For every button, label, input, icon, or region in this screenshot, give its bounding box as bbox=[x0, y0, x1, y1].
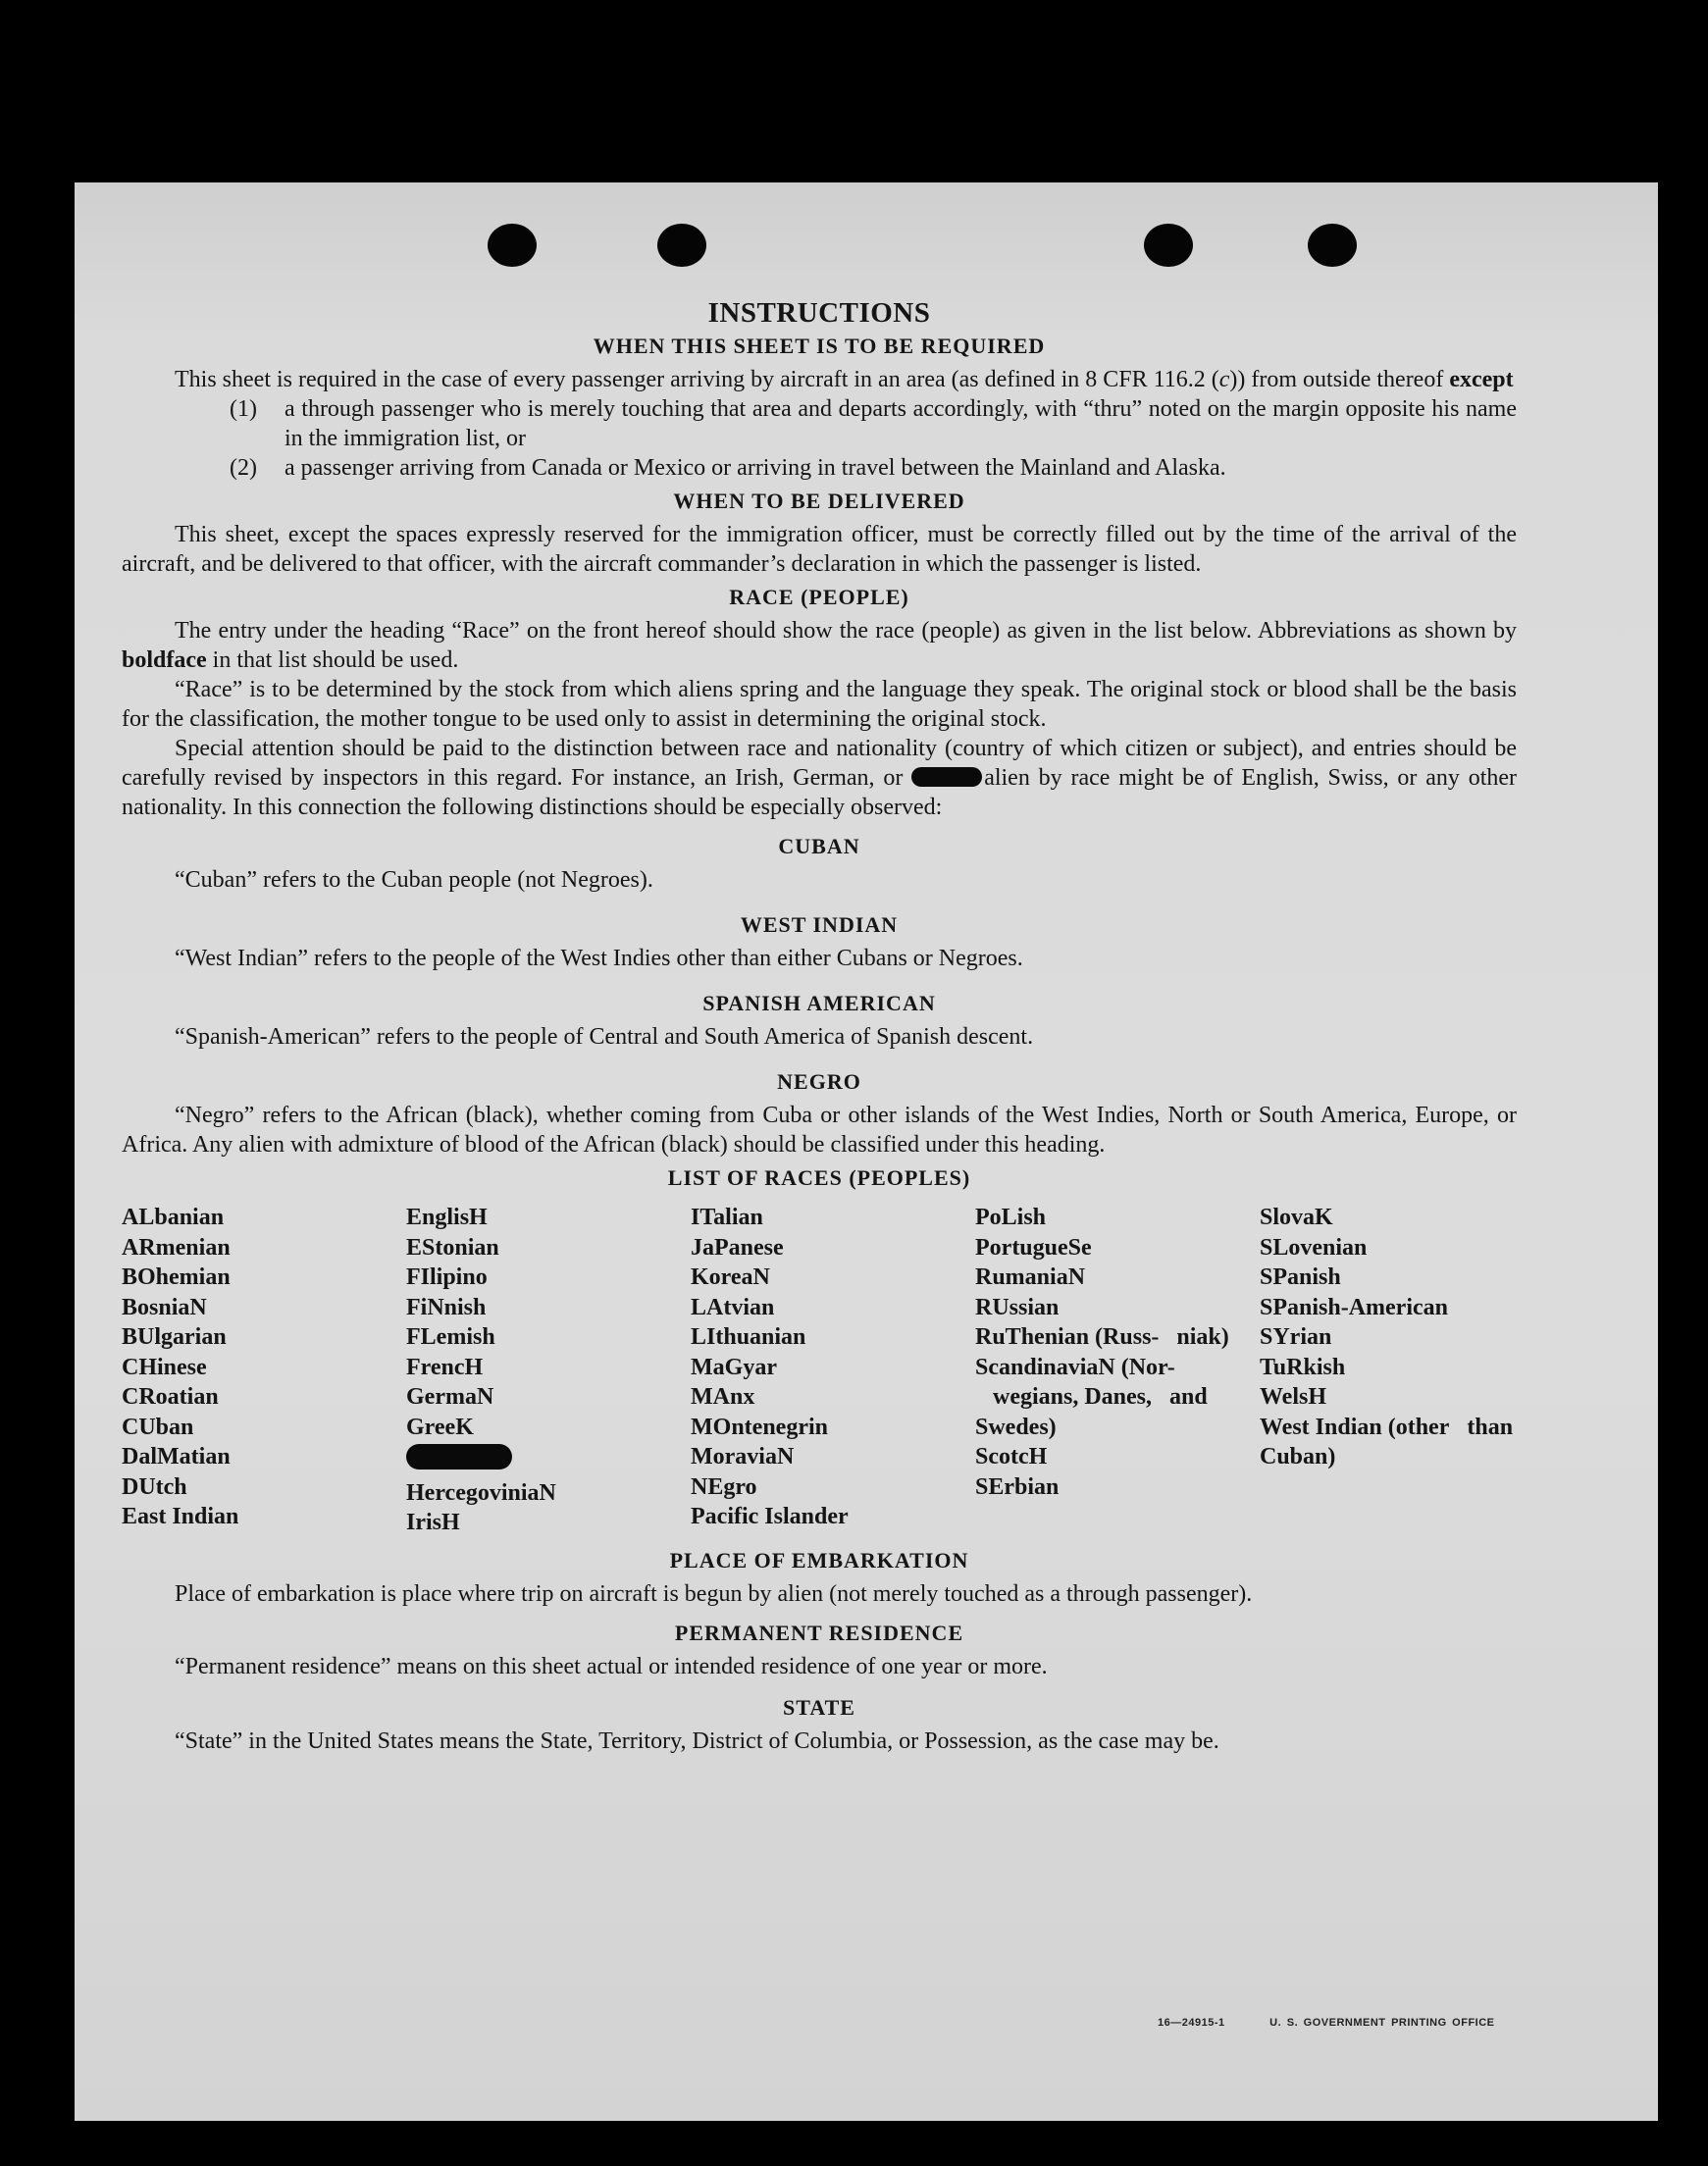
race-entry: GermaN bbox=[406, 1384, 494, 1410]
race-entry: LAtvian bbox=[691, 1294, 775, 1320]
spanish-american-text: “Spanish-American” refers to the people of Central and South America of Spanish descent. bbox=[175, 1024, 1034, 1050]
negro-text: “Negro” refers to the African (black), whether coming from Cuba or other islands of the West Indies, North or South America, Europe, or Africa. Any alien with admixture of blood of the African (black) should be classified under this heading. bbox=[122, 1103, 1517, 1158]
residence-text: “Permanent residence” means on this sheet actual or intended residence of one year or more. bbox=[175, 1653, 1048, 1679]
heading-delivered: WHEN TO BE DELIVERED bbox=[673, 489, 965, 513]
race-entry: TuRkish bbox=[1260, 1354, 1346, 1380]
race-paragraph-1: The entry under the heading “Race” on the front hereof should show the race (people) as given in the list below. Abbreviations as shown by boldface in that list should be used. bbox=[122, 618, 1517, 673]
race-entry: EnglisH bbox=[406, 1205, 488, 1230]
race-entry: ALbanian bbox=[122, 1205, 225, 1230]
cuban-text: “Cuban” refers to the Cuban people (not Negroes). bbox=[175, 867, 653, 893]
race-entry: CUban bbox=[122, 1414, 194, 1440]
race-entry: ScandinaviaN (Nor- wegians, Danes, and Swedes) bbox=[975, 1354, 1208, 1440]
delivered-text: This sheet, except the spaces expressly reserved for the immigration officer, must be correctly filled out by the time of the arrival of the aircraft, and be delivered to that officer, with the aircraft commander’s declaration in which the passenger is listed. bbox=[122, 522, 1517, 577]
race-entry: CRoatian bbox=[122, 1384, 219, 1410]
race-entry: FiNnish bbox=[406, 1294, 487, 1320]
race-entry: BOhemian bbox=[122, 1264, 231, 1290]
race-entry: SlovaK bbox=[1260, 1205, 1333, 1230]
race-entry: SLovenian bbox=[1260, 1234, 1368, 1261]
race-entry: BosniaN bbox=[122, 1294, 207, 1320]
race-entry: PortugueSe bbox=[975, 1234, 1092, 1261]
race-entry: LIthuanian bbox=[691, 1324, 806, 1350]
race-entry: ITalian bbox=[691, 1205, 763, 1230]
race-entry: SPanish-American bbox=[1260, 1294, 1448, 1320]
race-entry: FLemish bbox=[406, 1324, 495, 1350]
race-entry: Pacific Islander bbox=[691, 1504, 849, 1529]
race-entry: ScotcH bbox=[975, 1444, 1048, 1470]
race-column-4 bbox=[975, 1203, 1260, 1538]
heading-race: RACE (PEOPLE) bbox=[729, 585, 909, 609]
race-entry: MaGyar bbox=[691, 1354, 777, 1380]
race-entry: CHinese bbox=[122, 1354, 207, 1380]
race-entry: IrisH bbox=[406, 1510, 460, 1535]
race-entry: SErbian bbox=[975, 1473, 1060, 1500]
race-entry: MOntenegrin bbox=[691, 1414, 828, 1440]
redaction-mark bbox=[406, 1444, 512, 1470]
punch-hole bbox=[657, 224, 706, 267]
race-entry: EStonian bbox=[406, 1234, 499, 1261]
race-entry: West Indian (other than Cuban) bbox=[1260, 1414, 1514, 1470]
document-sheet bbox=[75, 182, 1658, 2121]
form-number: 16—24915-1 bbox=[1158, 2017, 1225, 2029]
race-entry: BUlgarian bbox=[122, 1324, 227, 1350]
race-entry: RumaniaN bbox=[975, 1264, 1086, 1290]
heading-state: STATE bbox=[783, 1694, 855, 1720]
embarkation-text: Place of embarkation is place where trip on aircraft is begun by alien (not merely touched as a through passenger). bbox=[175, 1580, 1253, 1607]
race-entry: FIlipino bbox=[406, 1264, 488, 1290]
punch-hole bbox=[1308, 224, 1357, 267]
race-column-2 bbox=[406, 1203, 691, 1538]
race-entry: PoLish bbox=[975, 1205, 1047, 1230]
west-indian-text: “West Indian” refers to the people of the West Indies other than either Cubans or Negroes. bbox=[175, 946, 1023, 971]
race-entry: RuThenian (Russ- niak) bbox=[975, 1324, 1229, 1350]
race-entry: SYrian bbox=[1260, 1324, 1332, 1350]
heading-embarkation: PLACE OF EMBARKATION bbox=[669, 1547, 969, 1573]
race-entry: RUssian bbox=[975, 1294, 1060, 1320]
required-exception-2: (2) a passenger arriving from Canada or Mexico or arriving in travel between the Mainland and Alaska. bbox=[230, 455, 1226, 481]
race-entry: DUtch bbox=[122, 1473, 187, 1500]
race-entry: JaPanese bbox=[691, 1234, 784, 1261]
race-paragraph-2: “Race” is to be determined by the stock from which aliens spring and the language they speak. The original stock or blood shall be the basis for the classification, the mother tongue to be used only to assist in determining the original stock. bbox=[122, 677, 1517, 732]
required-exception-1: (1) a through passenger who is merely touching that area and departs accordingly, with “thru” noted on the margin opposite his name in the immigration list, or bbox=[230, 396, 1517, 451]
heading-west-indian: WEST INDIAN bbox=[740, 912, 899, 937]
race-entry: ARmenian bbox=[122, 1234, 231, 1261]
race-column-3 bbox=[691, 1203, 975, 1538]
punch-hole bbox=[1144, 224, 1193, 267]
race-entry: WelsH bbox=[1260, 1384, 1327, 1410]
race-entry: KoreaN bbox=[691, 1264, 770, 1290]
heading-spanish-american: SPANISH AMERICAN bbox=[702, 991, 936, 1015]
heading-list-of-races: LIST OF RACES (PEOPLES) bbox=[667, 1165, 971, 1190]
race-entry: FrencH bbox=[406, 1354, 484, 1380]
race-list bbox=[122, 1203, 1517, 1538]
race-entry: MAnx bbox=[691, 1384, 755, 1410]
heading-required: WHEN THIS SHEET IS TO BE REQUIRED bbox=[593, 334, 1046, 358]
required-intro: This sheet is required in the case of every passenger arriving by aircraft in an area (as defined in 8 CFR 116.2 (c)) from outside thereof except bbox=[175, 367, 1514, 392]
heading-cuban: CUBAN bbox=[778, 834, 860, 858]
redaction-mark bbox=[911, 767, 982, 787]
race-column-5 bbox=[1260, 1203, 1544, 1538]
race-entry: East Indian bbox=[122, 1504, 239, 1529]
race-paragraph-3: Special attention should be paid to the distinction between race and nationality (country of which citizen or subject), and entries should be carefully revised by inspectors in this regard. For instance, an Irish, German, or alien by race might be of English, Swiss, or any other nationality. In this connection the following distinctions should be especially observed: bbox=[122, 736, 1518, 820]
heading-residence: PERMANENT RESIDENCE bbox=[674, 1620, 964, 1645]
punch-hole bbox=[488, 224, 537, 267]
print-footer bbox=[1158, 2017, 1495, 2029]
race-entry: MoraviaN bbox=[691, 1444, 795, 1470]
race-entry: NEgro bbox=[691, 1473, 757, 1500]
race-entry: HercegoviniaN bbox=[406, 1479, 556, 1506]
heading-negro: NEGRO bbox=[777, 1069, 861, 1094]
page-title: INSTRUCTIONS bbox=[707, 297, 931, 329]
state-text: “State” in the United States means the State, Territory, District of Columbia, or Possession, as the case may be. bbox=[175, 1728, 1219, 1754]
instructions-body bbox=[122, 298, 1517, 1756]
printer-imprint: U. S. GOVERNMENT PRINTING OFFICE bbox=[1269, 2017, 1495, 2029]
race-entry: GreeK bbox=[406, 1414, 474, 1440]
race-column-1 bbox=[122, 1203, 406, 1538]
race-entry-redacted bbox=[406, 1442, 691, 1478]
race-entry: SPanish bbox=[1260, 1264, 1341, 1290]
race-entry: DalMatian bbox=[122, 1444, 231, 1470]
